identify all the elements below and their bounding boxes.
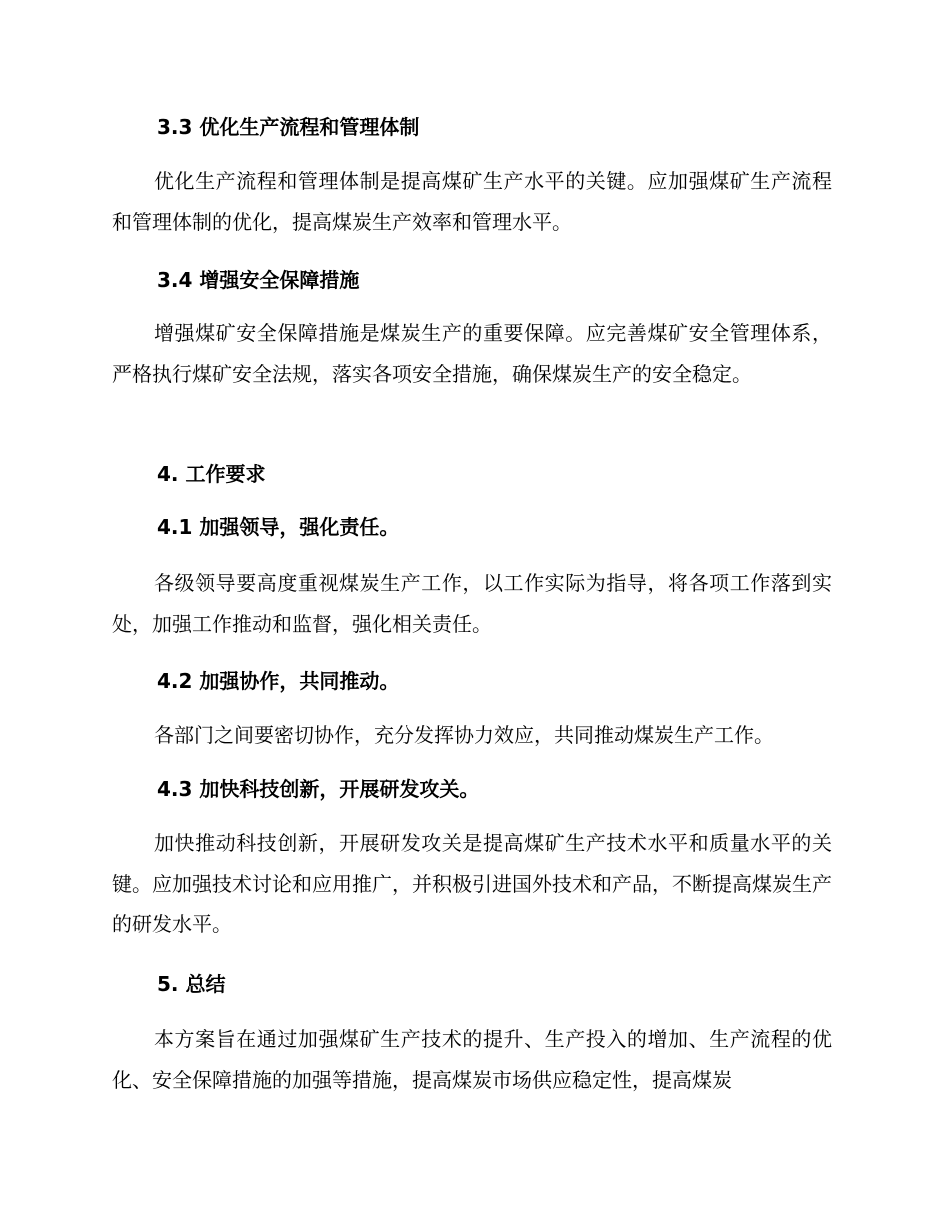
section-paragraph-4-2: 各部门之间要密切协作，充分发挥协力效应，共同推动煤炭生产工作。 (154, 723, 774, 747)
section-paragraph-4-1: 各级领导要高度重视煤炭生产工作，以工作实际为指导，将各项工作落到实处，加强工作推动和监督，强化相关责任。 (112, 571, 832, 636)
section-heading-4-1: 4.1 加强领导，强化责任。 (157, 515, 400, 539)
section-heading-4-2: 4.2 加强协作，共同推动。 (157, 669, 400, 693)
section-heading-3-3: 3.3 优化生产流程和管理体制 (157, 115, 420, 139)
section-paragraph-3-4: 增强煤矿安全保障措施是煤炭生产的重要保障。应完善煤矿安全管理体系，严格执行煤矿安全法规，落实各项安全措施，确保煤炭生产的安全稳定。 (112, 321, 832, 386)
section-paragraph-4-3: 加快推动科技创新，开展研发攻关是提高煤矿生产技术水平和质量水平的关键。应加强技术讨论和应用推广，并积极引进国外技术和产品，不断提高煤炭生产的研发水平。 (112, 831, 832, 936)
section-heading-3-4: 3.4 增强安全保障措施 (157, 268, 360, 292)
section-paragraph-5: 本方案旨在通过加强煤矿生产技术的提升、生产投入的增加、生产流程的优化、安全保障措施的加强等措施，提高煤炭市场供应稳定性，提高煤炭 (112, 1027, 832, 1092)
section-heading-4-3: 4.3 加快科技创新，开展研发攻关。 (157, 777, 480, 801)
section-paragraph-3-3: 优化生产流程和管理体制是提高煤矿生产水平的关键。应加强煤矿生产流程和管理体制的优化，提高煤炭生产效率和管理水平。 (112, 169, 832, 234)
section-heading-5: 5. 总结 (157, 972, 226, 996)
section-heading-4: 4. 工作要求 (157, 462, 266, 486)
